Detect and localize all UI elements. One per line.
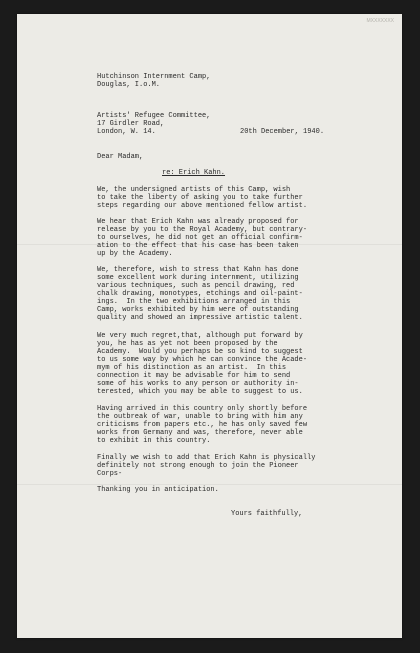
letter-date: 20th December, 1940. [240, 128, 325, 136]
letter-body [17, 14, 325, 523]
paragraph-line: We, the undersigned artists of this Camp, wish [97, 186, 291, 194]
paragraph-line: the outbreak of war, unable to bring with him any [97, 413, 303, 421]
paragraph-line: to ourselves, he did not get an official confirm- [97, 234, 303, 242]
paragraph-line: ation to the effect that his case has been taken [97, 242, 299, 250]
paragraph-line: to take the liberty of asking you to take further [97, 194, 303, 202]
paragraph-line: some of his works to any person or authority in- [97, 380, 299, 388]
archive-reference: MXXXXXXX [366, 18, 394, 24]
paragraph-line: We hear that Erich Kahn was already proposed for [97, 218, 299, 226]
recipient-line: Artists' Refugee Committee, [97, 112, 211, 120]
recipient-line: 17 Girdler Road, [97, 120, 165, 128]
paragraph-line: connection it may be advisable for him to send [97, 372, 291, 380]
paragraph-line: to us some way by which he can convince the Acade- [97, 356, 308, 364]
paragraph-line: Academy. Would you perhaps be so kind to suggest [97, 348, 303, 356]
closing-thanks: Thanking you in anticipation. [97, 486, 219, 494]
paragraph-line: steps regarding our above mentioned fellow artist. [97, 202, 308, 210]
subject-line: re: Erich Kahn. [162, 169, 226, 177]
paragraph-line: various techniques, such as pencil drawing, red [97, 282, 295, 290]
signoff: Yours faithfully, [231, 510, 303, 518]
recipient-line: London, W. 14. [97, 128, 156, 136]
paragraph-line: ings. In the two exhibitions arranged in this [97, 298, 291, 306]
paragraph-line: We, therefore, wish to stress that Kahn has done [97, 266, 299, 274]
paragraph-line: terested, which you may be able to suggest to us. [97, 388, 303, 396]
paragraph-line: release by you to the Royal Academy, but contrary- [97, 226, 308, 234]
letter-page [17, 14, 402, 638]
paragraph-line: Corps- [97, 470, 123, 478]
paragraph-line: Finally we wish to add that Erich Kahn is physically [97, 454, 316, 462]
fold-line [17, 484, 402, 485]
paragraph-line: you, he has as yet not been proposed by the [97, 340, 278, 348]
paragraph-line: definitely not strong enough to join the Pioneer [97, 462, 299, 470]
paragraph-line: mym of his distinction as an artist. In this [97, 364, 287, 372]
sender-line: Hutchinson Internment Camp, [97, 73, 211, 81]
paragraph-line: some excellent work during internment, utilizing [97, 274, 299, 282]
paragraph-line: up by the Academy. [97, 250, 173, 258]
paragraph-line: to exhibit in this country. [97, 437, 211, 445]
paragraph-line: works from Germany and was, therefore, never able [97, 429, 303, 437]
paragraph-line: criticisms from papers etc., he has only saved few [97, 421, 308, 429]
paragraph-line: chalk drawing, monotypes, etchings and oil-paint- [97, 290, 303, 298]
paragraph-line: Having arrived in this country only shortly before [97, 405, 308, 413]
paragraph-line: We very much regret,that, although put forward by [97, 332, 303, 340]
salutation: Dear Madam, [97, 153, 144, 161]
sender-line: Douglas, I.o.M. [97, 81, 161, 89]
paragraph-line: Camp, works exhibited by him were of outstanding [97, 306, 299, 314]
paragraph-line: quality and showed an impressive artistic talent. [97, 314, 303, 322]
